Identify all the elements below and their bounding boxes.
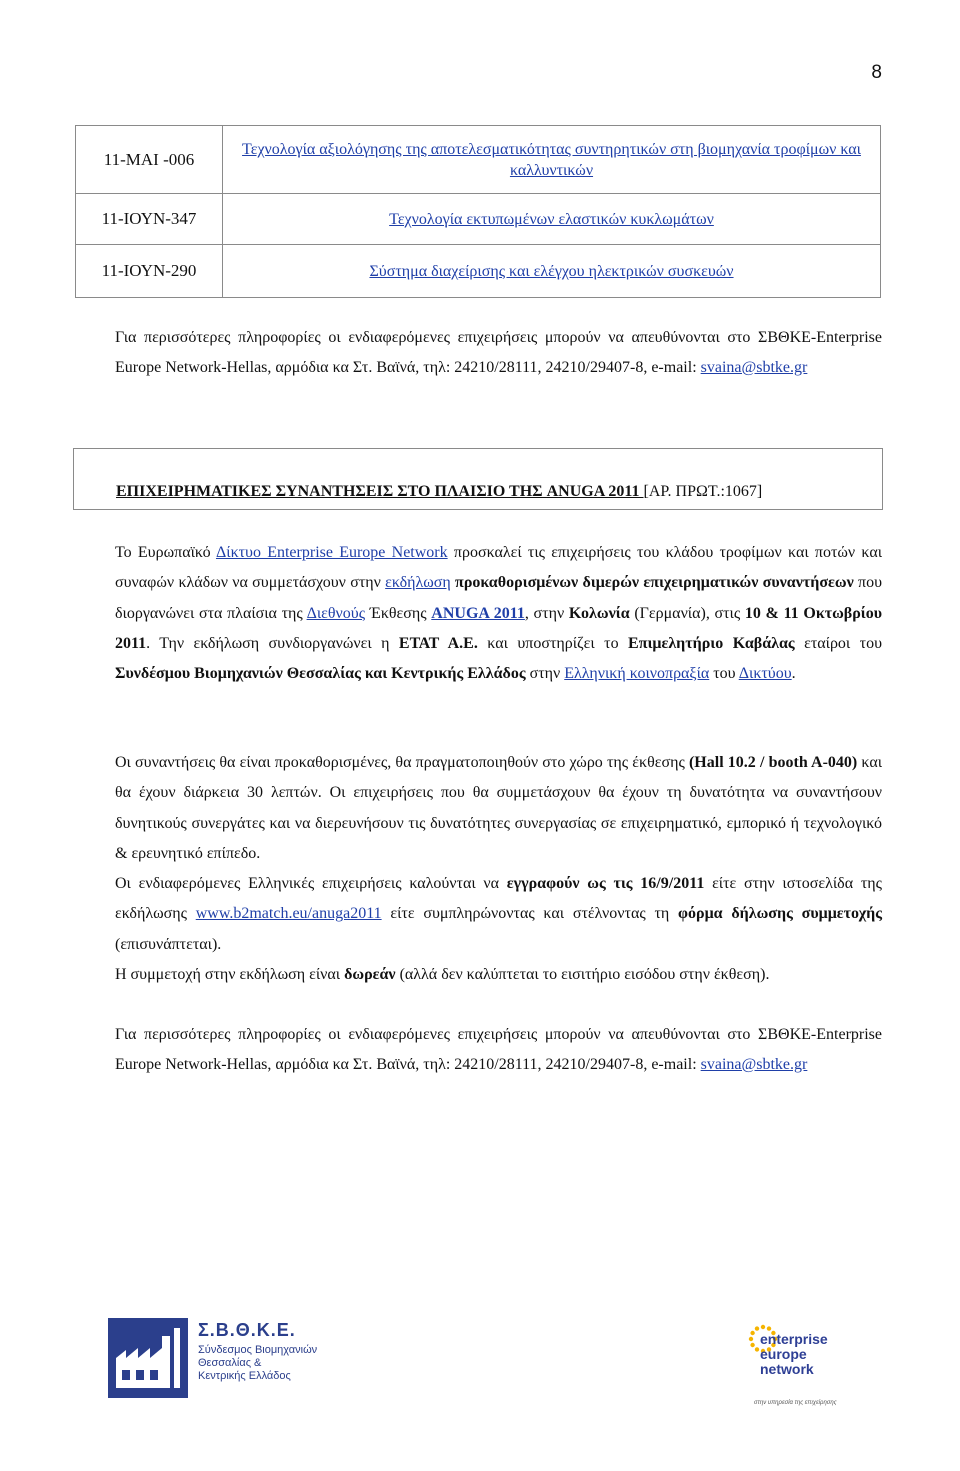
registration-paragraph <box>115 869 882 960</box>
text-span: . <box>791 665 796 683</box>
project-code: 11-ΙΟΥΝ-290 <box>76 245 223 298</box>
text-span: (επισυνάπτεται). <box>115 935 222 953</box>
bold-text: προκαθορισμένων διμερών επιχειρηματικών συναντήσεων <box>450 574 854 592</box>
email-link[interactable]: svaina@sbtke.gr <box>700 1056 808 1073</box>
page-number: 8 <box>871 62 882 83</box>
text-span: στην <box>525 665 565 683</box>
free-participation-paragraph <box>115 960 882 990</box>
heading-title: ΕΠΙΧΕΙΡΗΜΑΤΙΚΕΣ ΣΥΝΑΝΤΗΣΕΙΣ ΣΤΟ ΠΛΑΙΣΙΟ ΤΗΣ ANUGA 2011 <box>116 483 644 500</box>
project-title-link[interactable]: Τεχνολογία εκτυπωμένων ελαστικών κυκλωμάτων <box>389 210 714 228</box>
anuga-link[interactable]: ANUGA 2011 <box>431 604 525 622</box>
contact-text: Για περισσότερες πληροφορίες οι ενδιαφερόμενες επιχειρήσεις μπορούν να απευθύνονται στο ΣΒΘΚΕ-Enterprise Europe Network-Hellas, αρμόδια κα Στ. Βαϊνά, τηλ: 24210/28111, 24210/29407-8, e-mail: <box>115 1026 882 1073</box>
consortium-link[interactable]: Ελληνική κοινοπραξία <box>564 665 710 683</box>
text-span: (Γερμανία), στις <box>629 604 745 622</box>
network-link[interactable]: Δίκτυο Enterprise Europe Network <box>215 544 448 561</box>
contact-text: Για περισσότερες πληροφορίες οι ενδιαφερόμενες επιχειρήσεις μπορούν να απευθύνονται στο ΣΒΘΚΕ-Enterprise Europe Network-Hellas, αρμόδια κα Στ. Βαϊνά, τηλ: 24210/28111, 24210/29407-8, e-mail: <box>115 329 882 376</box>
details-section <box>115 748 882 990</box>
text-span: προσκαλεί τις επιχειρήσεις του κλάδου τροφίμων και ποτών και συναφών κλάδων να συμμετάσχουν στην <box>115 544 883 592</box>
text-span: και θα έχουν διάρκεια 30 λεπτών. Οι επιχειρήσεις που θα συμμετάσχουν θα έχουν τη δυνατότητα να συναντήσουν δυνητικούς συνεργάτες και να διερευνήσουν τις δυνατότητες συνεργασίας σε επιχειρηματικό, εμπορικό ή τεχνολογικό & ερευνητικό επίπεδο. <box>115 754 883 862</box>
text-span: είτε στην ιστοσελίδα της εκδήλωσης <box>115 875 882 923</box>
section-heading <box>116 483 762 501</box>
international-link[interactable]: Διεθνούς <box>306 604 366 622</box>
project-title-link[interactable]: Τεχνολογία αξιολόγησης της αποτελεσματικότητας συντηρητικών στη βιομηχανία τροφίμων και καλλυντικών <box>242 140 861 179</box>
project-title-cell <box>223 194 881 245</box>
text-span: και υποστηρίζει το <box>477 634 629 652</box>
text-span: Η συμμετοχή στην εκδήλωση είναι <box>115 966 345 984</box>
table-row <box>76 194 881 245</box>
projects-table <box>75 125 881 298</box>
text-span: είτε συμπληρώνοντας και στέλνοντας τη <box>381 905 679 923</box>
bold-text: Κολωνία <box>568 604 630 622</box>
contact-paragraph-top <box>115 323 882 383</box>
text-span: που διοργανώνει στα πλαίσια της <box>115 574 883 622</box>
text-span: εταίροι του <box>794 634 883 652</box>
table-row <box>76 126 881 194</box>
project-title-cell <box>223 245 881 298</box>
table-row <box>76 245 881 298</box>
event-link[interactable]: εκδήλωση <box>385 574 451 592</box>
sbtke-subtitle-line: Σύνδεσμος Βιομηχανιών <box>198 1344 318 1356</box>
registration-website-link[interactable]: www.b2match.eu/anuga2011 <box>195 905 382 923</box>
bold-text: (Hall 10.2 / booth A-040) <box>688 754 858 771</box>
text-span: , στην <box>524 604 569 622</box>
sbtke-name: Σ.Β.Θ.Κ.Ε. <box>198 1320 296 1340</box>
bold-text: φόρμα δήλωσης συμμετοχής <box>678 905 883 923</box>
project-code: 11-ΜΑΙ -006 <box>76 126 223 194</box>
een-line: enterprise <box>760 1331 828 1347</box>
text-span: . Την εκδήλωση συνδιοργανώνει η <box>146 634 399 652</box>
project-code: 11-ΙΟΥΝ-347 <box>76 194 223 245</box>
bold-text: Επιμελητήριο Καβάλας <box>628 634 795 652</box>
een-line: network <box>760 1361 814 1377</box>
sbtke-logo <box>108 1318 318 1398</box>
bold-text: εγγραφούν ως τις 16/9/2011 <box>506 875 705 893</box>
een-tagline: στην υπηρεσία της επιχείρησης <box>754 1400 837 1406</box>
text-span: (αλλά δεν καλύπτεται το εισιτήριο εισόδου στην έκθεση). <box>395 966 770 984</box>
bold-text: Συνδέσμου Βιομηχανιών Θεσσαλίας και Κεντρικής Ελλάδος <box>115 665 526 683</box>
factory-icon <box>108 1318 188 1398</box>
text-span: Το Ευρωπαϊκό <box>115 544 216 561</box>
een-logo <box>748 1318 838 1410</box>
text-span: του <box>709 665 739 683</box>
bold-text: ΕΤΑΤ Α.Ε. <box>398 634 478 652</box>
contact-paragraph-bottom <box>115 1020 882 1080</box>
text-span: Οι ενδιαφερόμενες Ελληνικές επιχειρήσεις καλούνται να <box>115 875 507 893</box>
sbtke-subtitle-line: Θεσσαλίας & <box>198 1357 262 1369</box>
network-link-short[interactable]: Δικτύου <box>738 665 792 683</box>
email-link[interactable]: svaina@sbtke.gr <box>700 359 808 376</box>
bold-text: δωρεάν <box>344 966 396 984</box>
bold-text: 10 & 11 Οκτωβρίου 2011 <box>115 604 883 652</box>
een-line: europe <box>760 1346 807 1362</box>
meetings-paragraph <box>115 748 882 869</box>
text-span: Έκθεσης <box>365 604 432 622</box>
sbtke-subtitle-line: Κεντρικής Ελλάδος <box>198 1370 291 1382</box>
project-title-cell <box>223 126 881 194</box>
project-title-link[interactable]: Σύστημα διαχείρισης και ελέγχου ηλεκτρικών συσκευών <box>369 262 734 280</box>
section-heading-box <box>73 448 883 510</box>
heading-reference: [ΑΡ. ΠΡΩΤ.:1067] <box>643 483 763 500</box>
text-span: Οι συναντήσεις θα είναι προκαθορισμένες, θα πραγματοποιηθούν στο χώρο της έκθεσης <box>115 754 689 771</box>
invitation-paragraph <box>115 538 882 689</box>
